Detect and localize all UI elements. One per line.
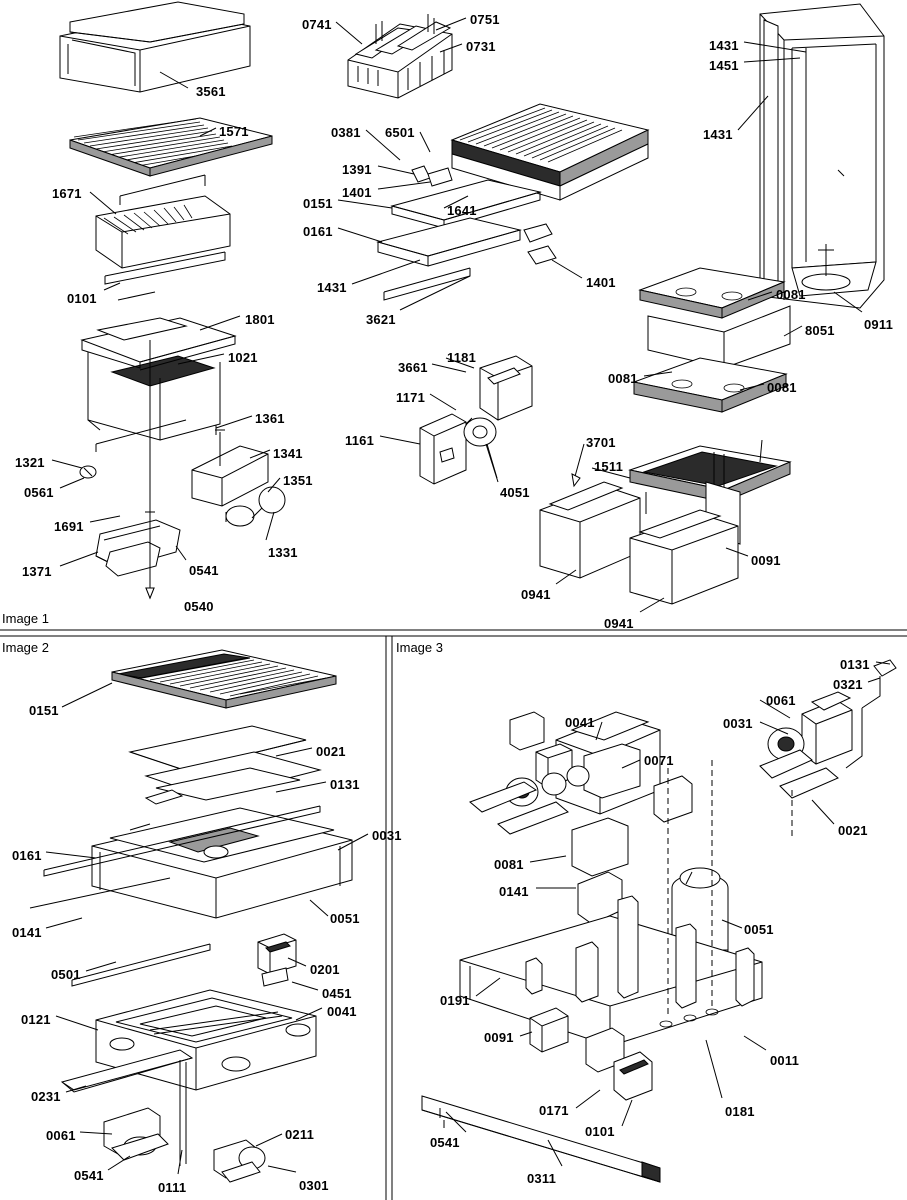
callout-image2-0211-16: 0211: [285, 1127, 315, 1142]
callout-image2-0121-11: 0121: [21, 1012, 51, 1027]
callout-image1-0741-16: 0741: [302, 17, 332, 32]
callout-image1-1641-24: 1641: [447, 203, 477, 218]
callout-image1-1801-4: 1801: [245, 312, 275, 327]
callout-image1-0101-3: 0101: [67, 291, 97, 306]
callout-image1-1351-8: 1351: [283, 473, 313, 488]
callout-image1-3561-0: 3561: [196, 84, 226, 99]
callout-image2-0131-2: 0131: [330, 777, 360, 792]
callout-image1-0731-18: 0731: [466, 39, 496, 54]
callout-image3-0321-1: 0321: [833, 677, 863, 692]
callout-image2-0021-1: 0021: [316, 744, 346, 759]
callout-image2-0451-8: 0451: [322, 986, 352, 1001]
callout-image1-1571-1: 1571: [219, 124, 249, 139]
callout-image1-1181-30: 1181: [447, 350, 477, 365]
callout-image1-1161-32: 1161: [345, 433, 375, 448]
callout-image3-0181-15: 0181: [725, 1104, 755, 1119]
callout-image1-0081-40: 0081: [608, 371, 638, 386]
callout-image3-0021-6: 0021: [838, 823, 868, 838]
callout-image1-0751-17: 0751: [470, 12, 500, 27]
callout-image1-0081-41: 0081: [767, 380, 797, 395]
callout-image1-1431-27: 1431: [317, 280, 347, 295]
callout-image1-1671-2: 1671: [52, 186, 82, 201]
callout-image3-0101-14: 0101: [585, 1124, 615, 1139]
callout-image1-0381-19: 0381: [331, 125, 361, 140]
callout-image3-0041-4: 0041: [565, 715, 595, 730]
callout-image3-0141-8: 0141: [499, 884, 529, 899]
callout-image1-1691-11: 1691: [54, 519, 84, 534]
callout-image2-0231-12: 0231: [31, 1089, 61, 1104]
callout-image1-1451-35: 1451: [709, 58, 739, 73]
callout-image2-0151-0: 0151: [29, 703, 59, 718]
callout-image1-1361-6: 1361: [255, 411, 285, 426]
callout-image3-0011-12: 0011: [770, 1053, 800, 1068]
callout-image1-1331-15: 1331: [268, 545, 298, 560]
panel-label-image2: Image 2: [2, 640, 49, 655]
callout-image1-1171-31: 1171: [396, 390, 426, 405]
callout-image1-0561-10: 0561: [24, 485, 54, 500]
callout-image2-0031-3: 0031: [372, 828, 402, 843]
callout-image1-6501-20: 6501: [385, 125, 415, 140]
callout-image3-0131-0: 0131: [840, 657, 870, 672]
callout-image3-0051-9: 0051: [744, 922, 774, 937]
callout-image1-0091-44: 0091: [751, 553, 781, 568]
callout-image1-0540-14: 0540: [184, 599, 214, 614]
callout-image1-1321-9: 1321: [15, 455, 45, 470]
callout-image1-1431-36: 1431: [703, 127, 733, 142]
callout-image2-0061-13: 0061: [46, 1128, 76, 1143]
callout-image3-0091-11: 0091: [484, 1030, 514, 1045]
callout-image1-0911-37: 0911: [864, 317, 894, 332]
callout-image1-3661-29: 3661: [398, 360, 428, 375]
callout-image1-3621-28: 3621: [366, 312, 396, 327]
callout-image2-0541-14: 0541: [74, 1168, 104, 1183]
callout-image2-0301-17: 0301: [299, 1178, 329, 1193]
callout-image1-1371-12: 1371: [22, 564, 52, 579]
panel-label-image3: Image 3: [396, 640, 443, 655]
callout-image2-0161-4: 0161: [12, 848, 42, 863]
callout-image3-0061-2: 0061: [766, 693, 796, 708]
callout-image3-0031-3: 0031: [723, 716, 753, 731]
callout-image2-0141-6: 0141: [12, 925, 42, 940]
callout-image1-0081-38: 0081: [776, 287, 806, 302]
callout-image1-0941-45: 0941: [521, 587, 551, 602]
callout-image2-0051-5: 0051: [330, 911, 360, 926]
callout-image2-0501-9: 0501: [51, 967, 81, 982]
callout-image3-0191-10: 0191: [440, 993, 470, 1008]
callout-image1-1401-22: 1401: [342, 185, 372, 200]
callout-image1-4051-33: 4051: [500, 485, 530, 500]
callout-image1-1391-21: 1391: [342, 162, 372, 177]
callout-image2-0041-10: 0041: [327, 1004, 357, 1019]
callout-image1-1021-5: 1021: [228, 350, 258, 365]
callout-image2-0111-15: 0111: [158, 1180, 187, 1195]
callout-image1-1401-26: 1401: [586, 275, 616, 290]
callout-image1-3701-42: 3701: [586, 435, 616, 450]
callout-image3-0081-7: 0081: [494, 857, 524, 872]
callout-image1-0541-13: 0541: [189, 563, 219, 578]
callout-image1-1511-43: 1511: [594, 459, 624, 474]
callout-image3-0311-17: 0311: [527, 1171, 557, 1186]
callout-image1-8051-39: 8051: [805, 323, 835, 338]
callout-image2-0201-7: 0201: [310, 962, 340, 977]
callout-image3-0071-5: 0071: [644, 753, 674, 768]
panel-label-image1: Image 1: [2, 611, 49, 626]
callout-image1-0161-25: 0161: [303, 224, 333, 239]
callout-image1-0941-46: 0941: [604, 616, 634, 631]
callout-image1-1431-34: 1431: [709, 38, 739, 53]
callout-image3-0541-16: 0541: [430, 1135, 460, 1150]
callout-image1-0151-23: 0151: [303, 196, 333, 211]
callout-image3-0171-13: 0171: [539, 1103, 569, 1118]
callout-image1-1341-7: 1341: [273, 446, 303, 461]
